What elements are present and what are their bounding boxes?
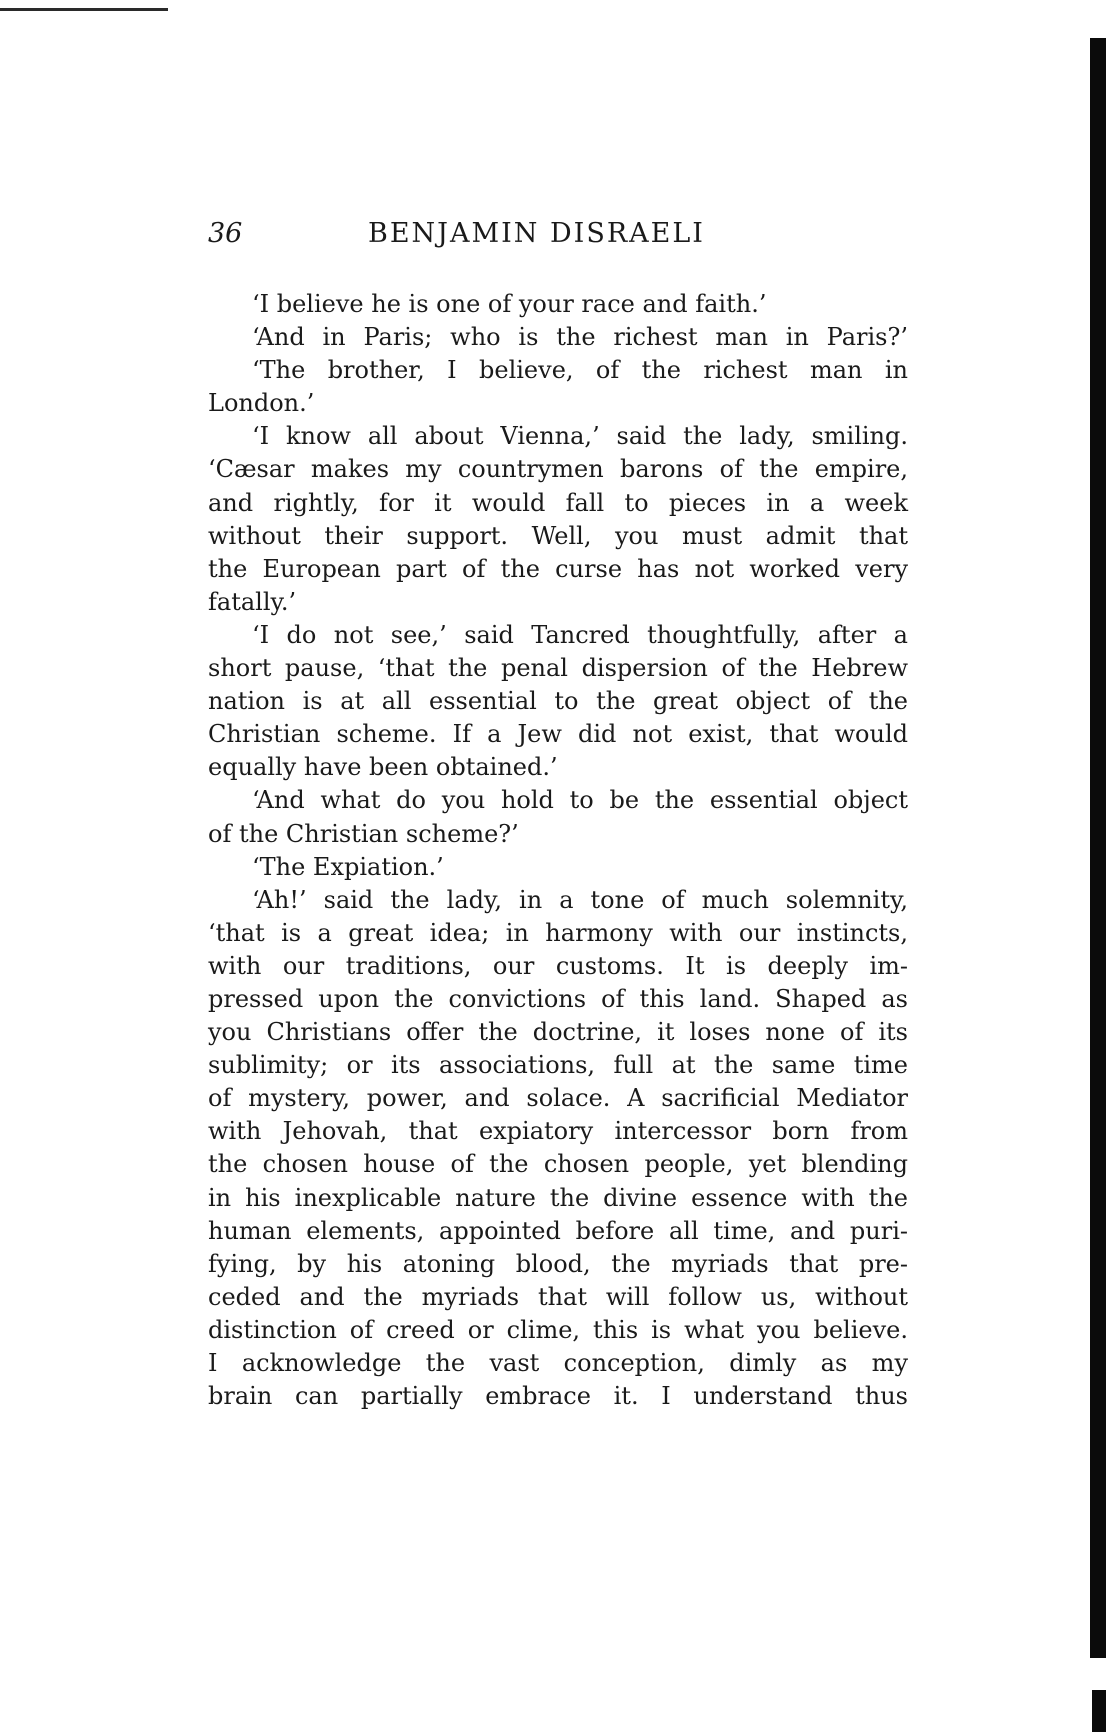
text-line: and rightly, for it would fall to pieces in a week: [208, 488, 908, 517]
text-line: you Christians offer the doctrine, it loses none of its: [208, 1018, 908, 1047]
text-line: fatally.’: [208, 587, 297, 616]
text-line: the European part of the curse has not worked very: [208, 554, 908, 583]
scan-binding-shadow-bottom: [1092, 1690, 1106, 1732]
text-line: pressed upon the convictions of this land. Shaped as: [208, 984, 908, 1013]
text-line: equally have been obtained.’: [208, 753, 558, 782]
running-head: BENJAMIN DISRAELI: [368, 218, 705, 249]
body-text: [208, 288, 908, 1413]
text-line: ‘And what do you hold to be the essential object: [252, 786, 908, 815]
text-line: nation is at all essential to the great object of the: [208, 687, 908, 716]
text-line: ‘The Expiation.’: [252, 852, 444, 881]
text-line: ‘I believe he is one of your race and faith.’: [252, 290, 767, 318]
text-line: human elements, appointed before all time, and puri-: [208, 1216, 908, 1245]
text-line: the chosen house of the chosen people, yet blending: [208, 1150, 908, 1179]
scan-binding-shadow: [1090, 38, 1106, 1658]
text-line: ceded and the myriads that will follow us, without: [208, 1282, 908, 1311]
text-line: short pause, ‘that the penal dispersion of the Hebrew: [208, 654, 908, 683]
text-line: with our traditions, our customs. It is deeply im-: [208, 951, 908, 980]
text-line: ‘Ah!’ said the lady, in a tone of much solemnity,: [252, 885, 908, 914]
text-line: ‘The brother, I believe, of the richest man in: [252, 356, 908, 385]
page-header: [208, 218, 908, 258]
text-line: without their support. Well, you must admit that: [208, 521, 908, 550]
text-line: ‘I do not see,’ said Tancred thoughtfully, after a: [252, 620, 908, 649]
text-line: I acknowledge the vast conception, dimly as my: [208, 1349, 908, 1377]
text-line: ‘Cæsar makes my countrymen barons of the empire,: [208, 455, 908, 484]
text-line: ‘I know all about Vienna,’ said the lady, smiling.: [252, 422, 908, 451]
text-line: London.’: [208, 389, 315, 418]
text-line: with Jehovah, that expiatory intercessor born from: [208, 1117, 908, 1146]
top-edge-rule: [0, 8, 168, 11]
text-line: ‘that is a great idea; in harmony with our instincts,: [208, 918, 908, 947]
text-line: in his inexplicable nature the divine essence with the: [208, 1183, 908, 1212]
text-line: ‘And in Paris; who is the richest man in Paris?’: [252, 323, 908, 352]
text-line: distinction of creed or clime, this is what you believe.: [208, 1315, 908, 1344]
text-line: fying, by his atoning blood, the myriads that pre-: [208, 1249, 908, 1278]
text-line: brain can partially embrace it. I understand thus: [208, 1382, 908, 1411]
page-number: 36: [208, 218, 243, 249]
text-line: sublimity; or its associations, full at the same time: [208, 1051, 908, 1080]
text-line: of the Christian scheme?’: [208, 819, 519, 848]
text-line: of mystery, power, and solace. A sacrificial Mediator: [208, 1084, 908, 1113]
text-line: Christian scheme. If a Jew did not exist, that would: [208, 720, 908, 749]
